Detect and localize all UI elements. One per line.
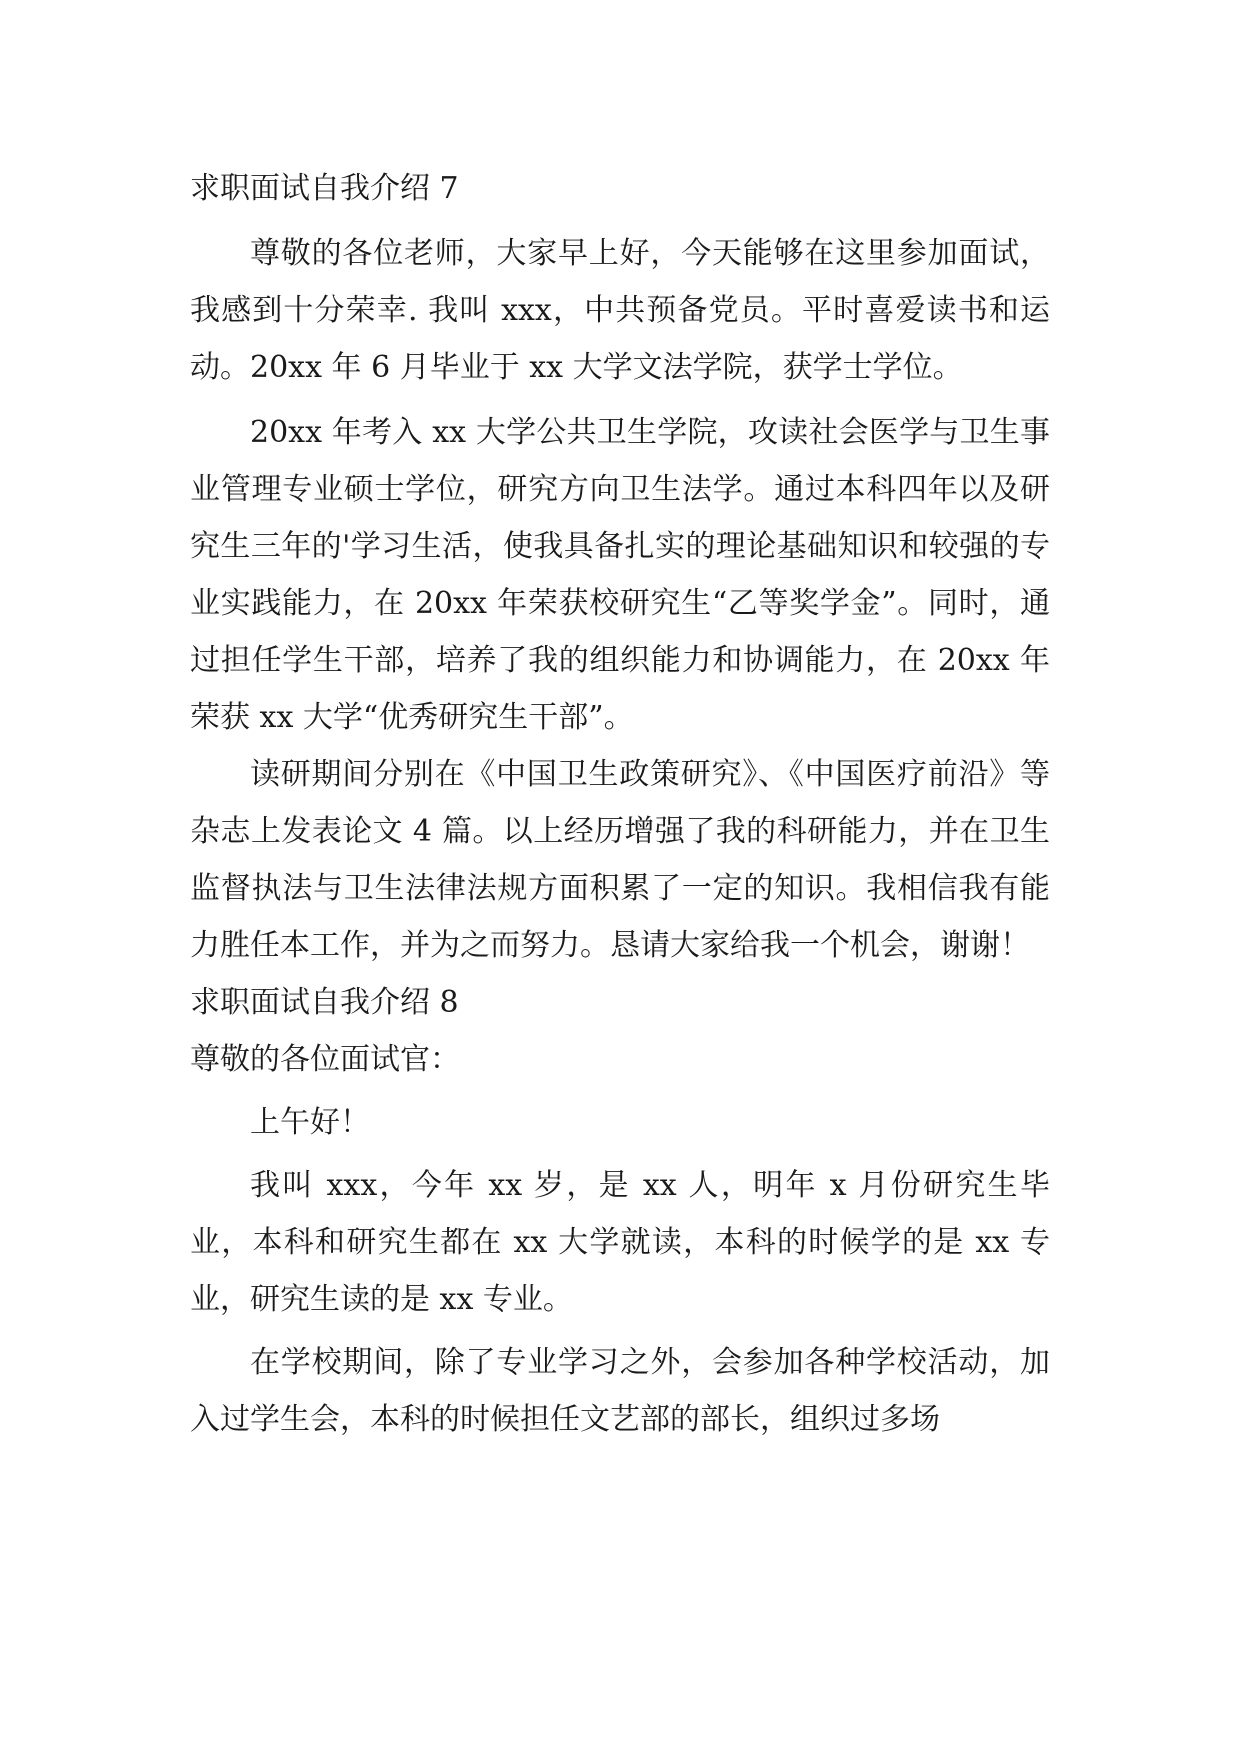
- section-7-paragraph-2: 20xx 年考入 xx 大学公共卫生学院，攻读社会医学与卫生事业管理专业硕士学位，研究方向卫生法学。通过本科四年以及研究生三年的'学习生活，使我具备扎实的理论基础知识和较强的专业实践能力，在 20xx 年荣获校研究生“乙等奖学金”。同时，通过担任学生干部，培养了我的组织能力和协调能力，在 20xx 年荣获 xx 大学“优秀研究生干部”。: [190, 415, 1050, 735]
- section-8-salutation: 尊敬的各位面试官：: [190, 1042, 460, 1077]
- section-8-paragraph-3: 在学校期间，除了专业学习之外，会参加各种学校活动，加入过学生会，本科的时候担任文艺部的部长，组织过多场: [190, 1345, 1050, 1437]
- section-8-paragraph-1: 上午好！: [250, 1105, 370, 1140]
- section-8-heading: 求职面试自我介绍 8: [190, 985, 459, 1020]
- document-body: [190, 160, 1050, 1448]
- section-7-paragraph-3: 读研期间分别在《中国卫生政策研究》、《中国医疗前沿》等杂志上发表论文 4 篇。以上经历增强了我的科研能力，并在卫生监督执法与卫生法律法规方面积累了一定的知识。我相信我有能力胜任本工作，并为之而努力。恳请大家给我一个机会，谢谢！: [190, 757, 1050, 963]
- section-8-paragraph-2: 我叫 xxx，今年 xx 岁，是 xx 人，明年 x 月份研究生毕业，本科和研究生都在 xx 大学就读，本科的时候学的是 xx 专业，研究生读的是 xx 专业。: [190, 1168, 1050, 1317]
- section-7-paragraph-1: 尊敬的各位老师，大家早上好，今天能够在这里参加面试，我感到十分荣幸. 我叫 xxx，中共预备党员。平时喜爱读书和运动。20xx 年 6 月毕业于 xx 大学文法学院，获学士学位。: [190, 236, 1050, 385]
- section-7-heading: 求职面试自我介绍 7: [190, 171, 459, 206]
